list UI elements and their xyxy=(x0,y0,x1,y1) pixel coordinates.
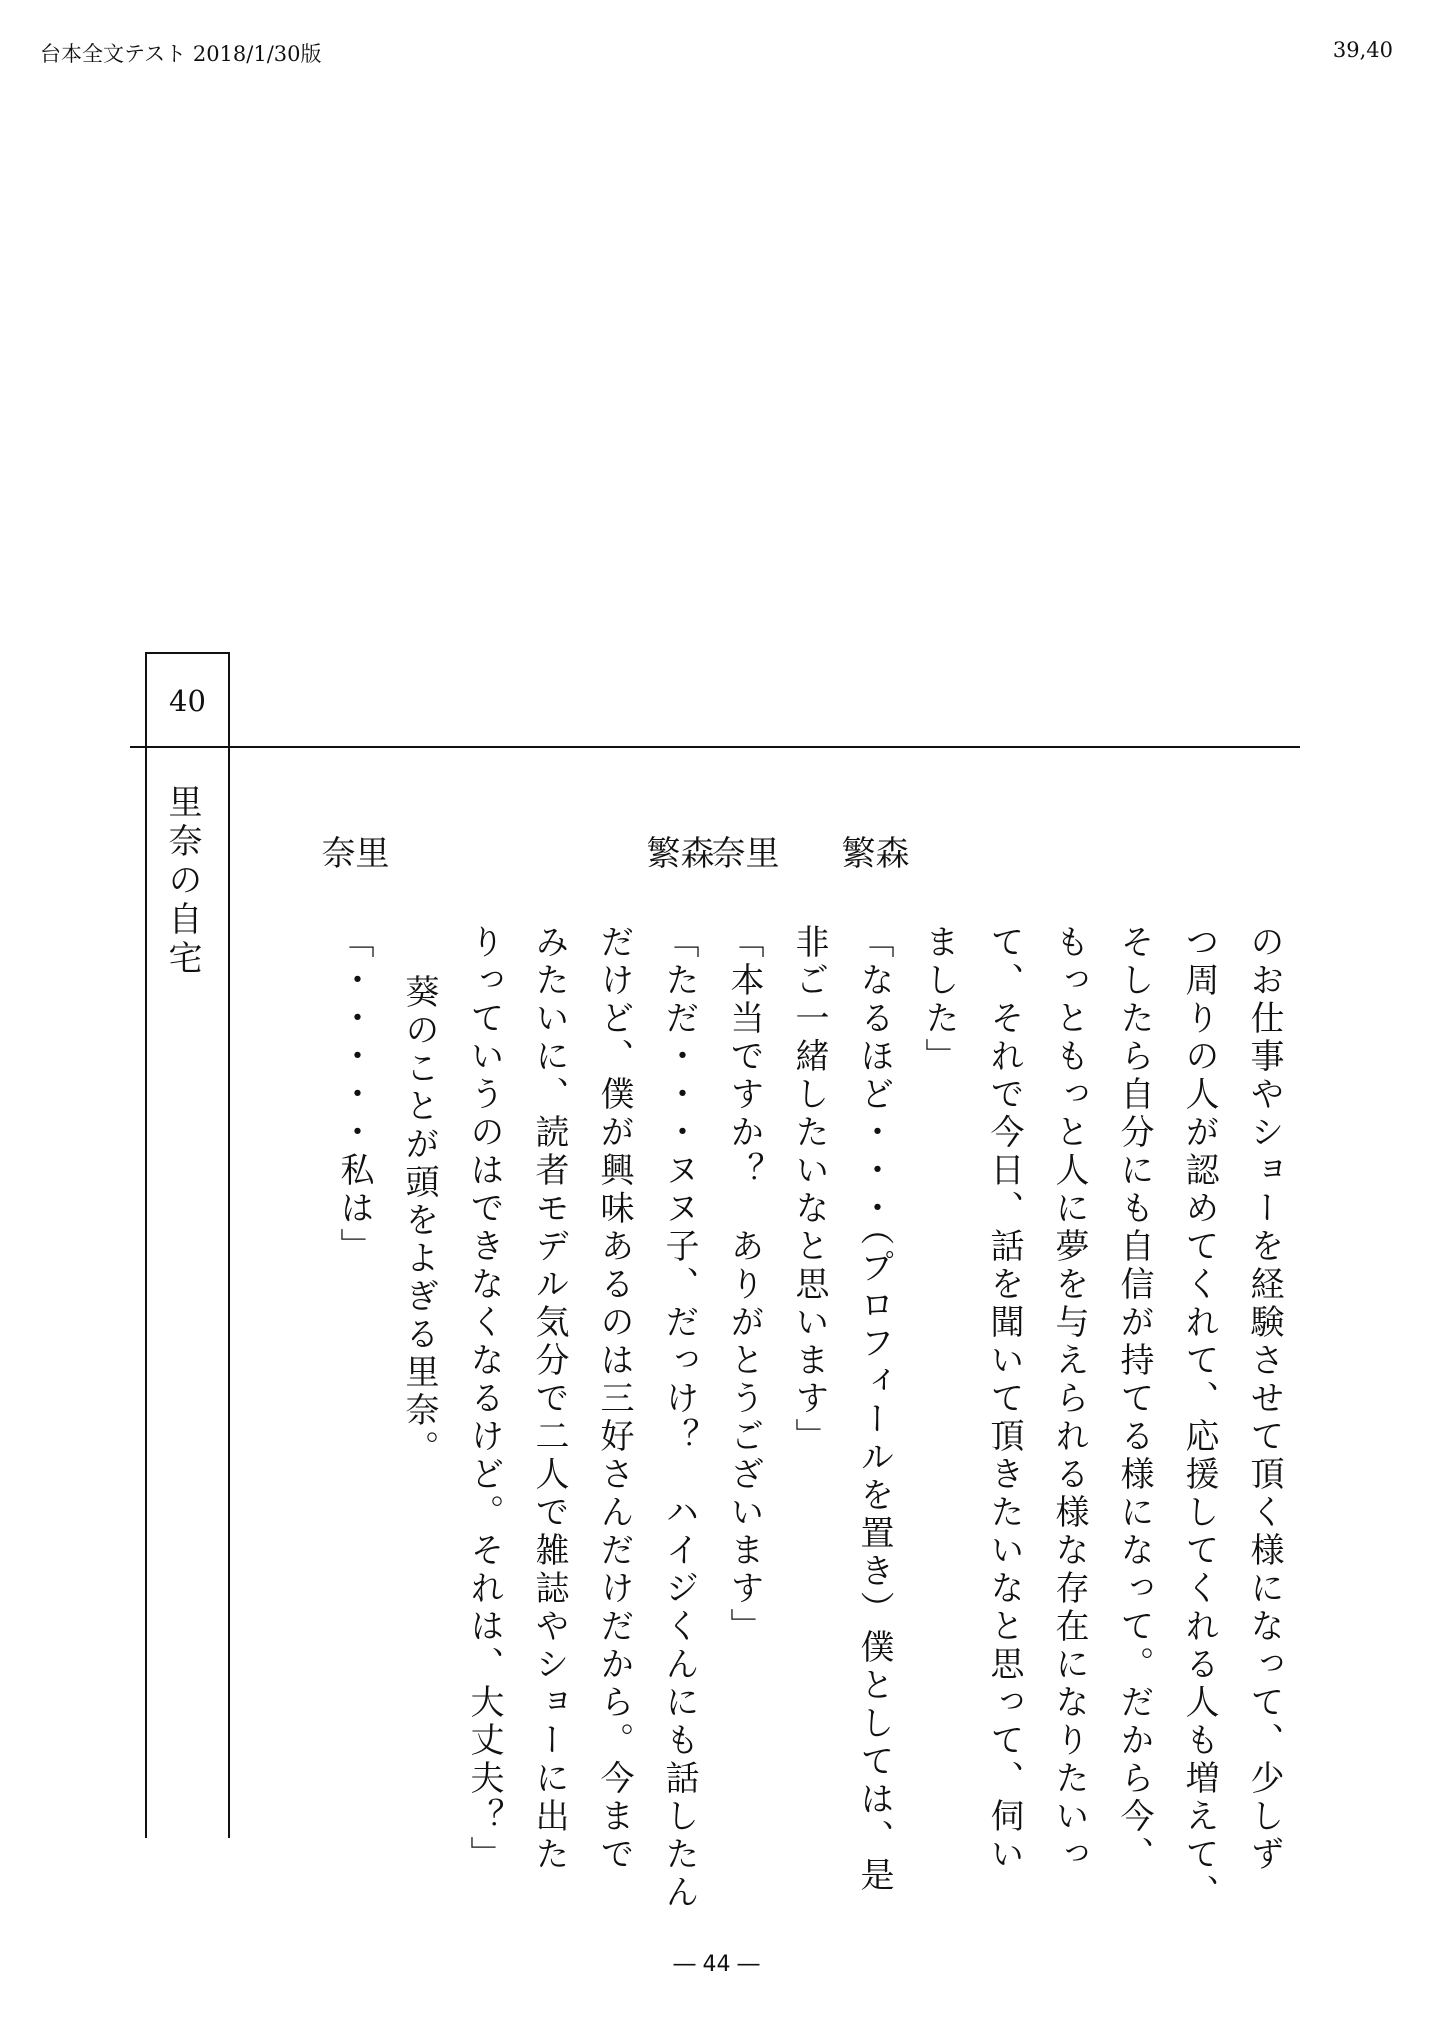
dialogue-block xyxy=(315,784,389,924)
dialogue-block xyxy=(705,784,779,924)
script-line: 「ただ・・・ヌヌ子、だっけ？ ハイジくんにも話したん xyxy=(659,924,699,1912)
speaker-second: 繁 xyxy=(835,835,875,873)
document-header-title: 台本全文テスト 2018/1/30版 xyxy=(40,42,322,66)
speaker-first: 里 xyxy=(349,835,389,873)
dialogue-block xyxy=(640,784,714,924)
script-line: そしたら自分にも自信が持てる様になって。だから今、 xyxy=(1114,924,1154,1874)
script-line: て、それで今日、話を聞いて頂きたいなと思って、伺い xyxy=(984,924,1024,1874)
speaker-second: 繁 xyxy=(640,835,680,873)
scene-divider-horizontal xyxy=(130,746,1300,748)
script-line: りっていうのはできなくなるけど。それは、大丈夫？」 xyxy=(464,924,504,1874)
stage-direction: 葵のことが頭をよぎる里奈。 xyxy=(399,974,439,1468)
speaker-first: 森 xyxy=(674,835,714,873)
speaker-second: 奈 xyxy=(315,835,355,873)
script-line: だけど、僕が興味あるのは三好さんだけだから。今まで xyxy=(594,924,634,1874)
speaker-name xyxy=(705,784,779,924)
script-body xyxy=(315,784,1296,1912)
script-line: 「本当ですか？ ありがとうございます」 xyxy=(724,924,764,1646)
speaker-second: 奈 xyxy=(705,835,745,873)
scene-number-box xyxy=(145,652,230,748)
script-line: もっともっと人に夢を与えられる様な存在になりたいっ xyxy=(1049,924,1089,1874)
scene-divider-right xyxy=(228,746,230,1838)
script-line: ました」 xyxy=(919,924,959,1076)
speaker-first: 森 xyxy=(869,835,909,873)
page-number: ― 44 ― xyxy=(673,1952,760,1977)
script-line: みたいに、読者モデル気分で二人で雑誌やショーに出た xyxy=(529,924,569,1874)
script-line: のお仕事やショーを経験させて頂く様になって、少しず xyxy=(1244,924,1284,1874)
speaker-first: 里 xyxy=(739,835,779,873)
scene-number: 40 xyxy=(169,684,206,718)
dialogue-block xyxy=(835,784,909,924)
script-line: 「・・・・・私は」 xyxy=(334,924,374,1266)
script-line: 「なるほど・・・（プロフィールを置き）僕としては、是 xyxy=(854,924,894,1895)
speaker-name xyxy=(315,784,389,924)
speaker-name xyxy=(640,784,714,924)
scene-divider-left xyxy=(145,746,147,1838)
script-line: 非ご一緒したいなと思います」 xyxy=(789,924,829,1456)
speaker-name xyxy=(835,784,909,924)
script-line: つ周りの人が認めてくれて、応援してくれる人も増えて、 xyxy=(1179,924,1219,1912)
scene-location: 里奈の自宅 xyxy=(162,784,202,979)
document-page-reference: 39,40 xyxy=(1332,38,1393,62)
